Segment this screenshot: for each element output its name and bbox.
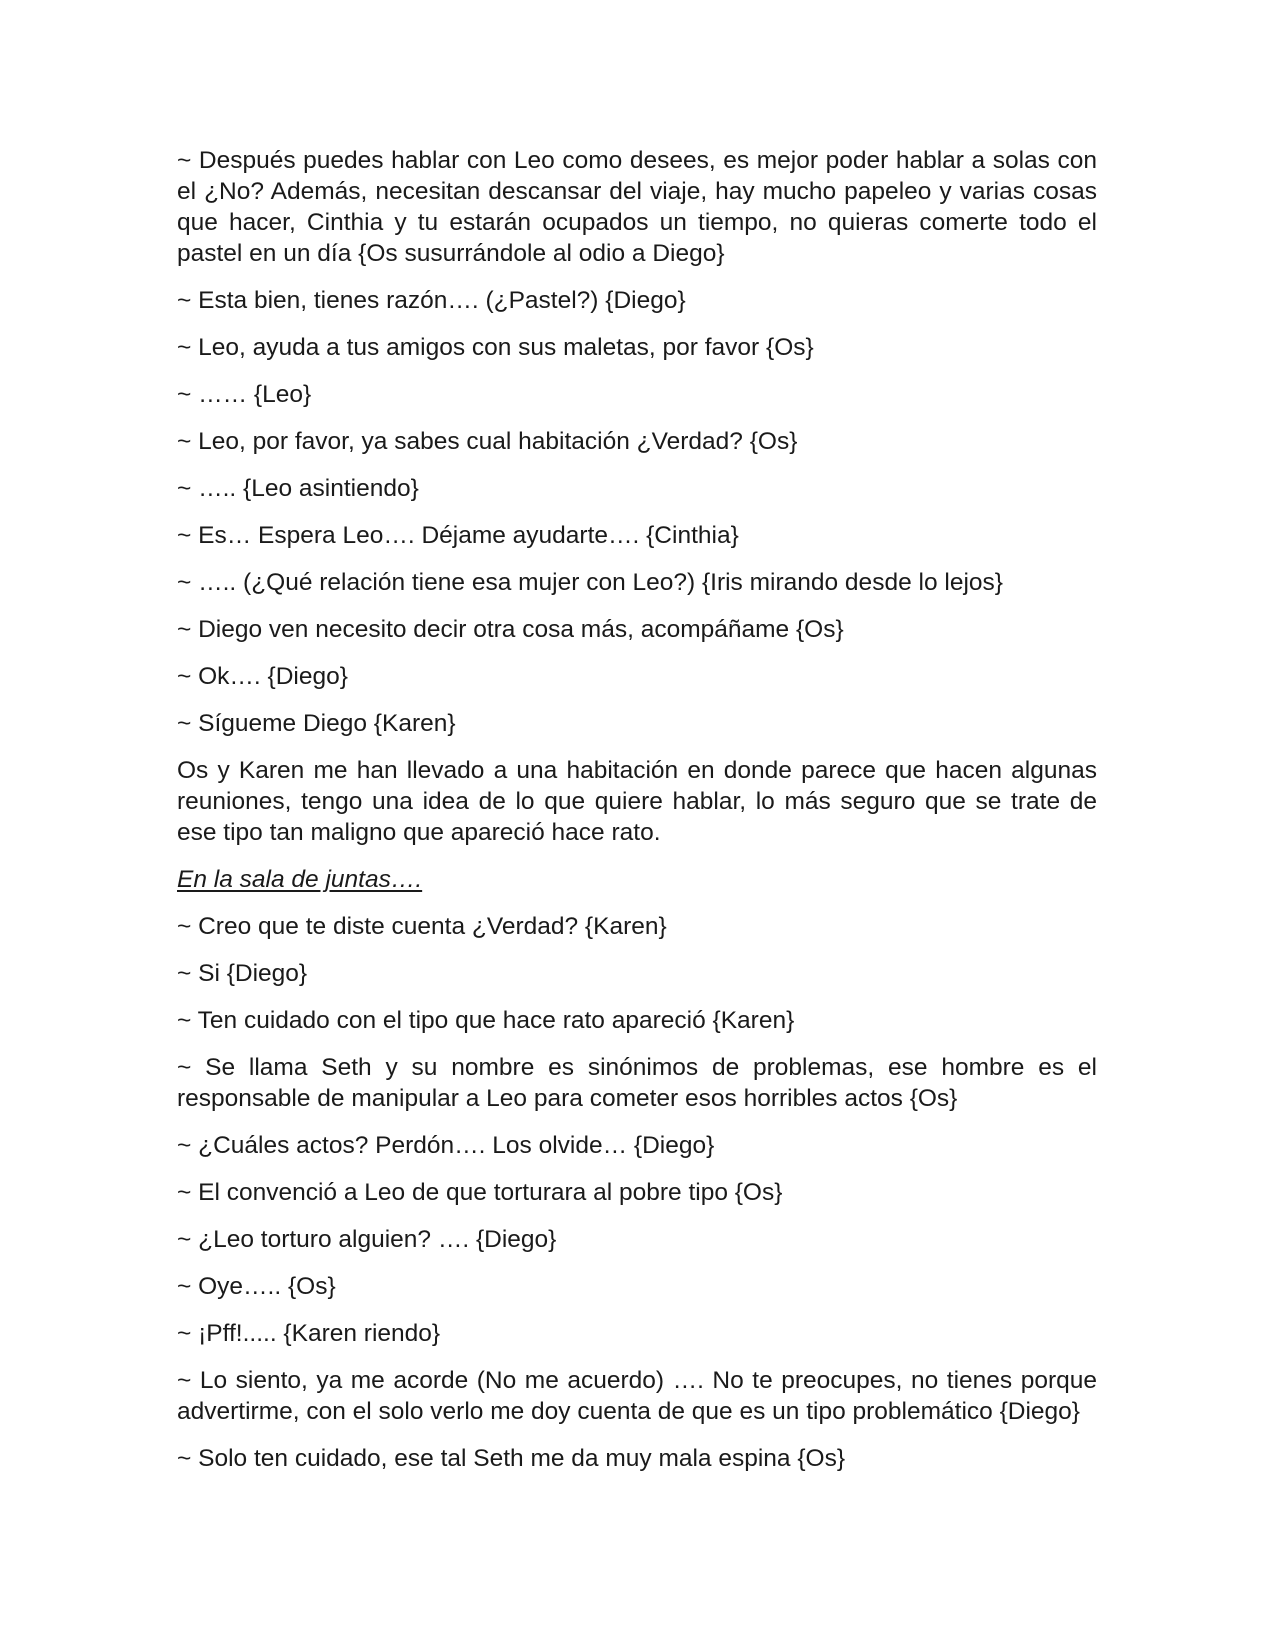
dialogue-line: ~ Ten cuidado con el tipo que hace rato apareció {Karen} [177,1007,795,1034]
dialogue-line: ~ …… {Leo} [177,381,312,408]
dialogue-line: ~ Lo siento, ya me acorde (No me acuerdo) …. No te preocupes, no tienes porque advertirme, con el solo verlo me doy cuenta de que es un tipo problemático {Diego} [177,1367,1097,1425]
dialogue-line: ~ Oye….. {Os} [177,1273,336,1300]
dialogue-line: ~ Después puedes hablar con Leo como desees, es mejor poder hablar a solas con el ¿No? Además, necesitan descansar del viaje, hay mucho papeleo y varias cosas que hacer, Cinthia y tu estarán ocupados un tiempo, no quieras comerte todo el pastel en un día {Os susurrándole al odio a Diego} [177,147,1097,267]
dialogue-line: ~ Solo ten cuidado, ese tal Seth me da muy mala espina {Os} [177,1445,846,1472]
narration-paragraph: Os y Karen me han llevado a una habitación en donde parece que hacen algunas reuniones, tengo una idea de lo que quiere hablar, lo más seguro que se trate de ese tipo tan maligno que apareció hace rato. [177,757,1097,846]
dialogue-line: ~ Ok…. {Diego} [177,663,348,690]
dialogue-line: ~ ¿Cuáles actos? Perdón…. Los olvide… {Diego} [177,1132,715,1159]
dialogue-line: ~ ¿Leo torturo alguien? …. {Diego} [177,1226,557,1253]
dialogue-line: ~ Si {Diego} [177,960,308,987]
dialogue-line: ~ Se llama Seth y su nombre es sinónimos de problemas, ese hombre es el responsable de manipular a Leo para cometer esos horribles actos {Os} [177,1054,1097,1112]
dialogue-line: ~ Leo, por favor, ya sabes cual habitación ¿Verdad? {Os} [177,428,798,455]
dialogue-line: ~ ¡Pff!..... {Karen riendo} [177,1320,441,1347]
document-page [177,145,1097,1490]
dialogue-line: ~ Leo, ayuda a tus amigos con sus maletas, por favor {Os} [177,334,814,361]
dialogue-line: ~ El convenció a Leo de que torturara al pobre tipo {Os} [177,1179,783,1206]
dialogue-line: ~ Es… Espera Leo…. Déjame ayudarte…. {Cinthia} [177,522,739,549]
dialogue-line: ~ Diego ven necesito decir otra cosa más, acompáñame {Os} [177,616,844,643]
dialogue-line: ~ Sígueme Diego {Karen} [177,710,456,737]
dialogue-line: ~ Creo que te diste cuenta ¿Verdad? {Karen} [177,913,667,940]
dialogue-line: ~ Esta bien, tienes razón…. (¿Pastel?) {Diego} [177,287,686,314]
scene-heading: En la sala de juntas…. [177,866,423,893]
dialogue-line: ~ ….. {Leo asintiendo} [177,475,419,502]
dialogue-line: ~ ….. (¿Qué relación tiene esa mujer con Leo?) {Iris mirando desde lo lejos} [177,569,1003,596]
